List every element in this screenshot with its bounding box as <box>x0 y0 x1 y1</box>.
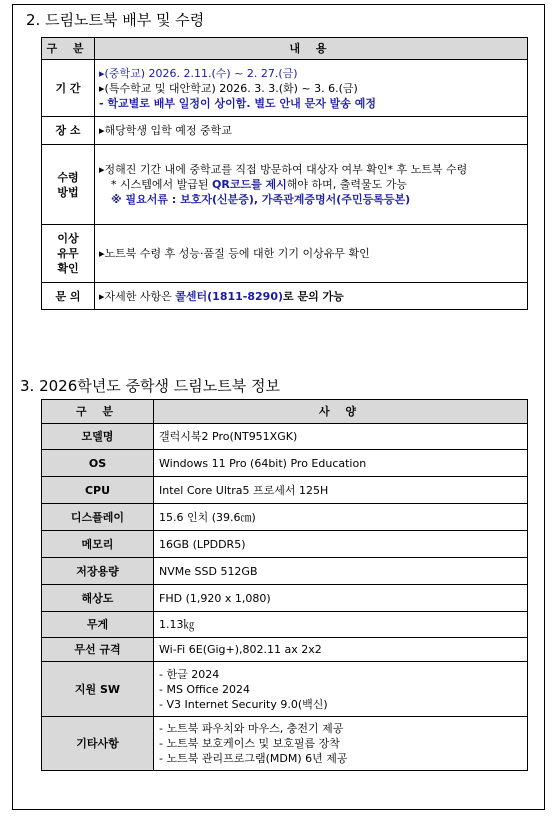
distribution-table <box>41 37 528 310</box>
table-header-row <box>42 38 528 60</box>
inquiry-a: ▸자세한 사항은 <box>99 289 176 303</box>
spec-value: Wi-Fi 6E(Gig+),802.11 ax 2x2 <box>154 638 528 662</box>
place-content <box>95 117 528 145</box>
software-list <box>154 662 528 717</box>
spec-value: FHD (1,920 x 1,080) <box>154 585 528 612</box>
defect-label-1: 이상 <box>57 232 79 245</box>
period-middle-school: ▸(중학교) 2026. 2.11.(수) ~ 2. 27.(금) <box>99 66 298 80</box>
spec-value: 16GB (LPDDR5) <box>154 531 528 558</box>
inquiry-content <box>95 283 528 310</box>
method-qr-c: 해야 하며, 출력물도 가능 <box>286 178 408 191</box>
row-method <box>42 145 528 225</box>
spec-table <box>41 399 528 771</box>
spec-label: OS <box>42 450 154 477</box>
inquiry-text <box>99 289 523 304</box>
spec-value: 갤럭시북2 Pro(NT951XGK) <box>154 424 528 450</box>
spec-header-row <box>42 400 528 424</box>
period-note: - 학교별로 배부 일정이 상이함. 별도 안내 문자 발송 예정 <box>99 96 376 110</box>
defect-label-3: 확인 <box>57 262 79 275</box>
inquiry-label: 문 의 <box>42 283 95 310</box>
spec-label: 디스플레이 <box>42 504 154 531</box>
list-item: - MS Office 2024 <box>159 682 251 696</box>
spec-header-spec: 사 양 <box>154 400 528 424</box>
method-qr-b: QR코드를 제시 <box>212 178 287 191</box>
spec-row <box>42 450 528 477</box>
period-special-school: ▸(특수학교 및 대안학교) 2026. 3. 3.(화) ~ 3. 6.(금) <box>99 81 358 95</box>
spec-value: 15.6 인치 (39.6㎝) <box>154 504 528 531</box>
list-item: - 노트북 관리프로그램(MDM) 6년 제공 <box>159 752 348 765</box>
list-item: - 노트북 파우치와 마우스, 충전기 제공 <box>159 722 344 735</box>
inquiry-callcenter: 콜센터(1811-8290) <box>175 289 284 303</box>
others-label: 기타사항 <box>42 717 154 771</box>
spec-value: NVMe SSD 512GB <box>154 558 528 585</box>
row-period <box>42 60 528 117</box>
method-label-1: 수령 <box>57 170 79 184</box>
method-content <box>95 145 528 225</box>
spec-label: 해상도 <box>42 585 154 612</box>
method-qr <box>99 177 523 192</box>
spec-label: 메모리 <box>42 531 154 558</box>
spec-row <box>42 531 528 558</box>
defect-text: ▸노트북 수령 후 성능·품질 등에 대한 기기 이상유무 확인 <box>99 247 370 260</box>
spec-value: Windows 11 Pro (64bit) Pro Education <box>154 450 528 477</box>
inquiry-c: 로 문의 가능 <box>283 289 344 303</box>
spec-row <box>42 477 528 504</box>
spec-row <box>42 424 528 450</box>
method-label-2: 방법 <box>57 185 79 199</box>
spec-row <box>42 638 528 662</box>
defect-label-2: 유무 <box>57 247 79 260</box>
method-qr-a: * 시스템에서 발급된 <box>111 178 212 191</box>
spec-header-category: 구 분 <box>42 400 154 424</box>
spec-row <box>42 558 528 585</box>
spec-row <box>42 612 528 638</box>
list-item: - 한글 2024 <box>159 667 220 681</box>
row-defect <box>42 225 528 283</box>
spec-value: 1.13㎏ <box>154 612 528 638</box>
period-content <box>95 60 528 117</box>
period-label: 기 간 <box>42 60 95 117</box>
method-label <box>42 145 95 225</box>
list-item: - 노트북 보호케이스 및 보호필름 장착 <box>159 737 340 750</box>
row-inquiry <box>42 283 528 310</box>
method-visit: ▸정해진 기간 내에 중학교를 직접 방문하여 대상자 여부 확인* 후 노트북 수령 <box>99 163 468 176</box>
others-list <box>154 717 528 771</box>
spec-label: 저장용량 <box>42 558 154 585</box>
software-label: 지원 SW <box>42 662 154 717</box>
others-row <box>42 717 528 771</box>
spec-row <box>42 504 528 531</box>
defect-content <box>95 225 528 283</box>
spec-row <box>42 585 528 612</box>
method-documents: ※ 필요서류 : 보호자(신분증), 가족관계증명서(주민등록등본) <box>111 193 411 206</box>
section2-heading: 2. 드림노트북 배부 및 수령 <box>26 11 205 29</box>
header-category: 구 분 <box>42 38 95 60</box>
spec-label: 모델명 <box>42 424 154 450</box>
spec-label: CPU <box>42 477 154 504</box>
software-row <box>42 662 528 717</box>
spec-label: 무선 규격 <box>42 638 154 662</box>
row-place <box>42 117 528 145</box>
place-text: ▸해당학생 입학 예정 중학교 <box>99 124 232 137</box>
section3-heading: 3. 2026학년도 중학생 드림노트북 정보 <box>20 377 280 395</box>
list-item: - V3 Internet Security 9.0(백신) <box>159 697 328 711</box>
header-content: 내 용 <box>95 38 528 60</box>
defect-label <box>42 225 95 283</box>
spec-value: Intel Core Ultra5 프로세서 125H <box>154 477 528 504</box>
place-label: 장 소 <box>42 117 95 145</box>
spec-label: 무게 <box>42 612 154 638</box>
